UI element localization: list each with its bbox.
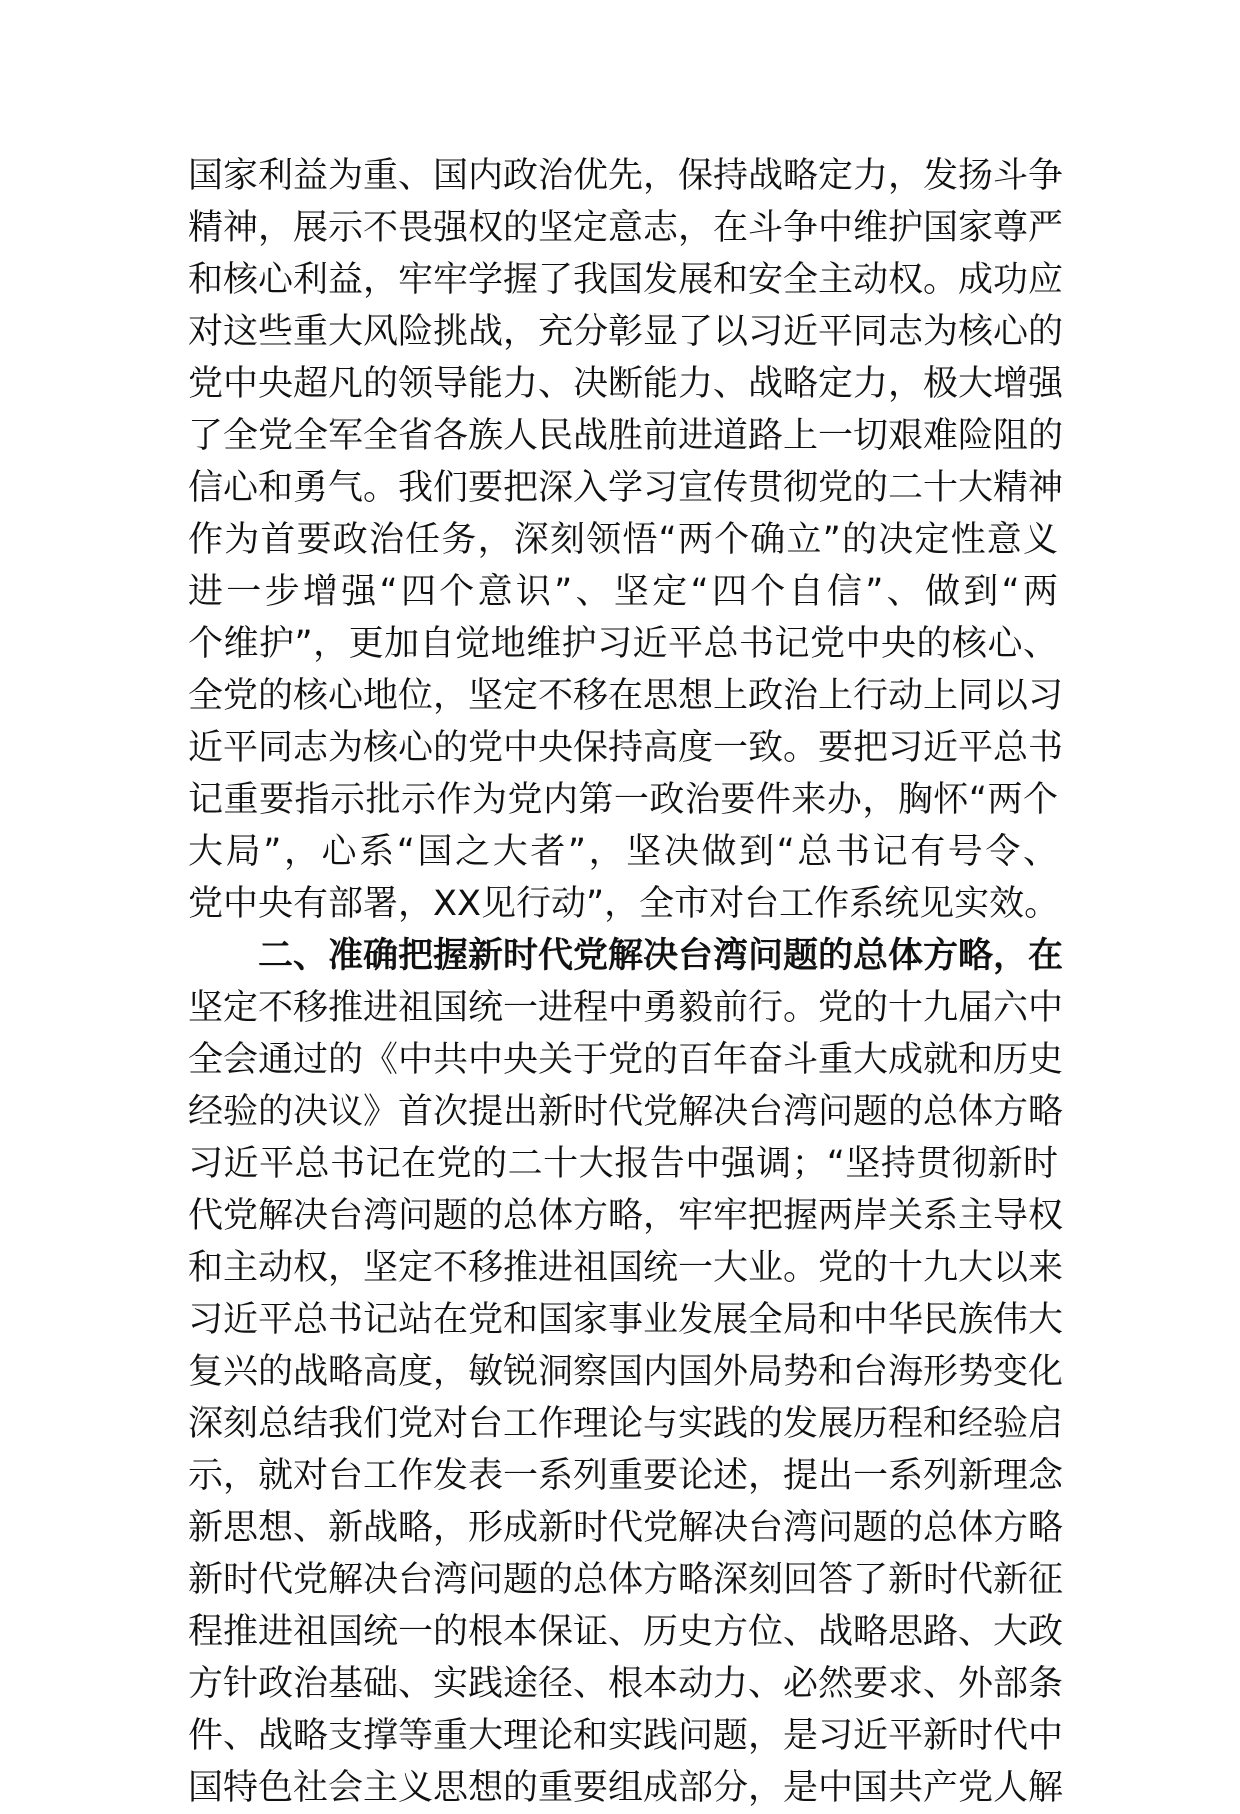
text-line: 新思想、新战略，形成新时代党解决台湾问题的总体方略 [188, 1508, 1064, 1548]
text-line: 经验的决议》首次提出新时代党解决台湾问题的总体方略 [188, 1092, 1064, 1132]
text-line: 精神，展示不畏强权的坚定意志，在斗争中维护国家尊严 [188, 208, 1064, 248]
text-line: 习近平总书记在党的二十大报告中强调；“坚持贯彻新时 [188, 1144, 1058, 1184]
text-line: 复兴的战略高度，敏锐洞察国内国外局势和台海形势变化 [188, 1352, 1064, 1392]
text-line: 全党的核心地位，坚定不移在思想上政治上行动上同以习 [188, 676, 1064, 716]
text-line: 代党解决台湾问题的总体方略，牢牢把握两岸关系主导权 [188, 1196, 1064, 1236]
text-line: 了全党全军全省各族人民战胜前进道路上一切艰难险阻的 [188, 416, 1064, 456]
text-line: 记重要指示批示作为党内第一政治要件来办，胸怀“两个 [188, 780, 1058, 820]
text-line: 全会通过的《中共中央关于党的百年奋斗重大成就和历史 [188, 1040, 1064, 1080]
text-line: 方针政治基础、实践途径、根本动力、必然要求、外部条 [188, 1664, 1064, 1704]
text-line: 程推进祖国统一的根本保证、历史方位、战略思路、大政 [188, 1612, 1064, 1652]
text-line: 信心和勇气。我们要把深入学习宣传贯彻党的二十大精神 [188, 468, 1064, 508]
text-line: 国家利益为重、国内政治优先，保持战略定力，发扬斗争 [188, 156, 1064, 196]
text-line: 对这些重大风险挑战，充分彰显了以习近平同志为核心的 [188, 312, 1064, 352]
text-line: 党中央超凡的领导能力、决断能力、战略定力，极大增强 [188, 364, 1064, 404]
text-line: 国特色社会主义思想的重要组成部分，是中国共产党人解 [188, 1768, 1064, 1808]
text-line: 坚定不移推进祖国统一进程中勇毅前行。党的十九届六中 [188, 988, 1064, 1028]
text-line: 个维护”，更加自觉地维护习近平总书记党中央的核心、 [188, 624, 1058, 664]
text-line: 近平同志为核心的党中央保持高度一致。要把习近平总书 [188, 728, 1064, 768]
text-line: 件、战略支撑等重大理论和实践问题，是习近平新时代中 [188, 1716, 1064, 1756]
body-text [188, 150, 1064, 1814]
text-line: 习近平总书记站在党和国家事业发展全局和中华民族伟大 [188, 1300, 1064, 1340]
text-line: 和主动权，坚定不移推进祖国统一大业。党的十九大以来 [188, 1248, 1064, 1288]
text-line: 深刻总结我们党对台工作理论与实践的发展历程和经验启 [188, 1404, 1064, 1444]
text-line: 大局”，心系“国之大者”，坚决做到“总书记有号令、 [188, 832, 1058, 872]
text-line: 示，就对台工作发表一系列重要论述，提出一系列新理念 [188, 1456, 1064, 1496]
text-line: 作为首要政治任务，深刻领悟“两个确立”的决定性意义 [188, 520, 1058, 560]
text-line: 新时代党解决台湾问题的总体方略深刻回答了新时代新征 [188, 1560, 1064, 1600]
section-heading-line: 二、准确把握新时代党解决台湾问题的总体方略，在 [258, 936, 1064, 976]
paragraph-last-line: 党中央有部署，XX见行动”，全市对台工作系统见实效。 [188, 884, 1060, 924]
text-line: 和核心利益，牢牢学握了我国发展和安全主动权。成功应 [188, 260, 1064, 300]
text-line: 进一步增强“四个意识”、坚定“四个自信”、做到“两 [188, 572, 1058, 612]
